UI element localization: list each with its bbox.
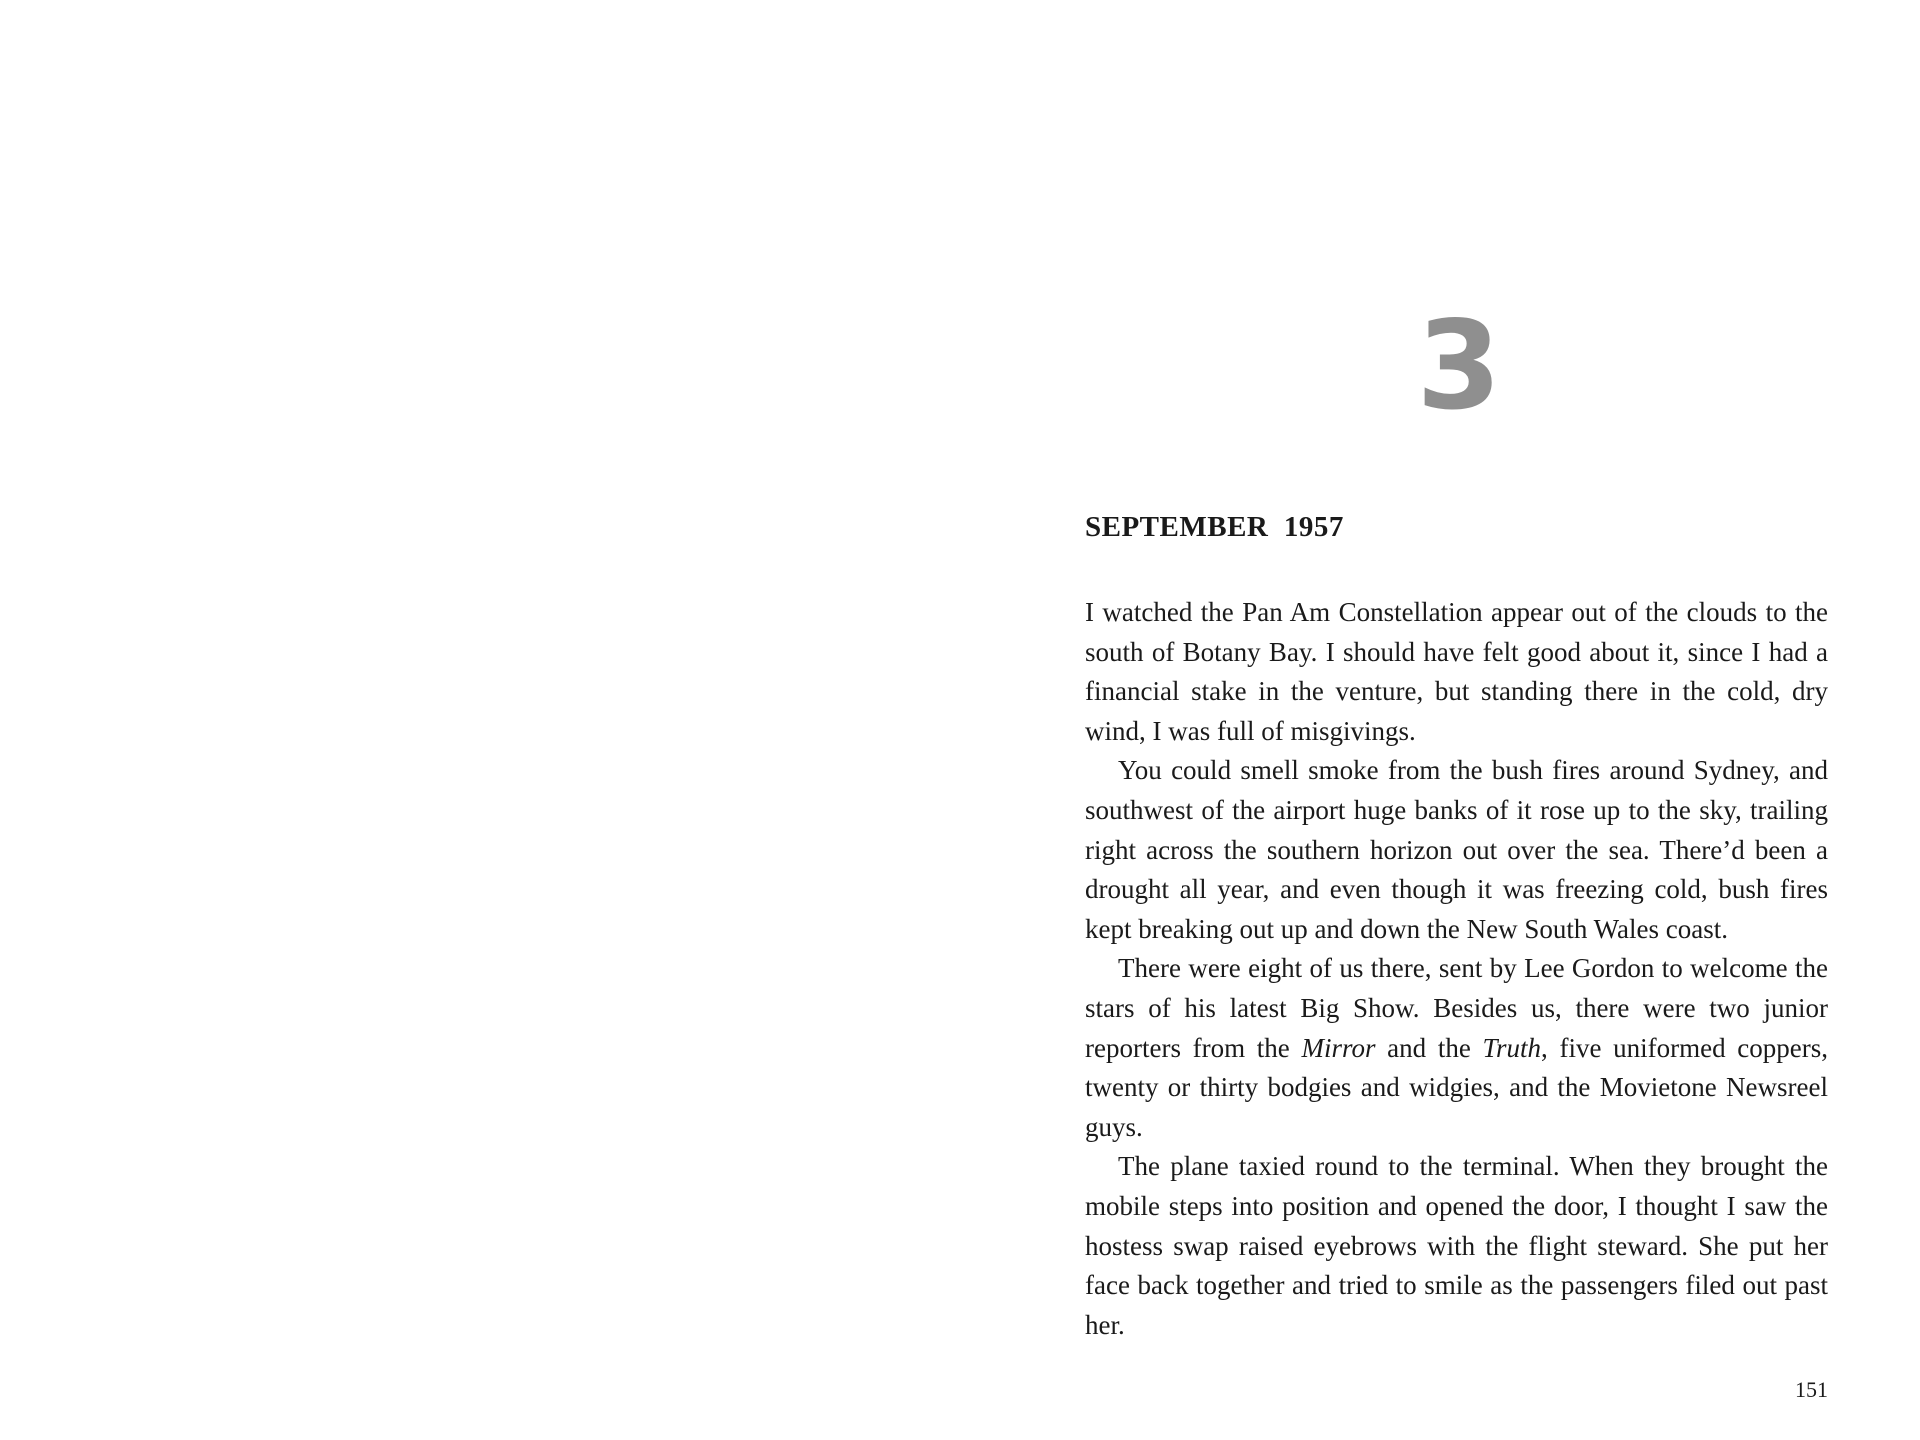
paragraph-4 <box>1085 1147 1828 1345</box>
paragraph-2 <box>1085 751 1828 949</box>
italic-title-mirror: Mirror <box>1301 1032 1376 1063</box>
italic-title-truth: Truth <box>1482 1032 1542 1063</box>
page-number: 151 <box>1795 1377 1828 1402</box>
paragraph-text: I watched the Pan Am Constellation appear out of the clouds to the south of Botany Bay. I should have felt good about it, since I had a financial stake in the venture, but standing there in the cold, dry wind, I was full of misgivings. <box>1085 597 1828 746</box>
paragraph-text: and the <box>1375 1032 1483 1063</box>
paragraph-text: There were eight of us there, sent by Lee Gordon to welcome the stars of his latest Big Show. Besides us, there were two junior reporters from the <box>1085 953 1828 1063</box>
paragraph-3 <box>1085 949 1828 1147</box>
paragraph-text: The plane taxied round to the terminal. When they brought the mobile steps into position and opened the door, I thought I saw the hostess swap raised eyebrows with the flight steward. She put her face back together and tried to smile as the passengers filed out past her. <box>1085 1151 1828 1340</box>
paragraph-1 <box>1085 593 1828 751</box>
paragraph-text: You could smell smoke from the bush fires around Sydney, and southwest of the airport huge banks of it rose up to the sky, trailing right across the southern horizon out over the sea. There’d been a drought all year, and even though it was freezing cold, bush fires kept breaking out up and down the New South Wales coast. <box>1085 755 1828 944</box>
chapter-number: 3 <box>1416 295 1502 437</box>
paragraph-text: , five uniformed coppers, twenty or thirty bodgies and widgies, and the Movietone Newsreel guys. <box>1085 1032 1828 1142</box>
chapter-heading: SEPTEMBER 1957 <box>1085 511 1344 543</box>
body-text <box>1085 593 1828 1345</box>
